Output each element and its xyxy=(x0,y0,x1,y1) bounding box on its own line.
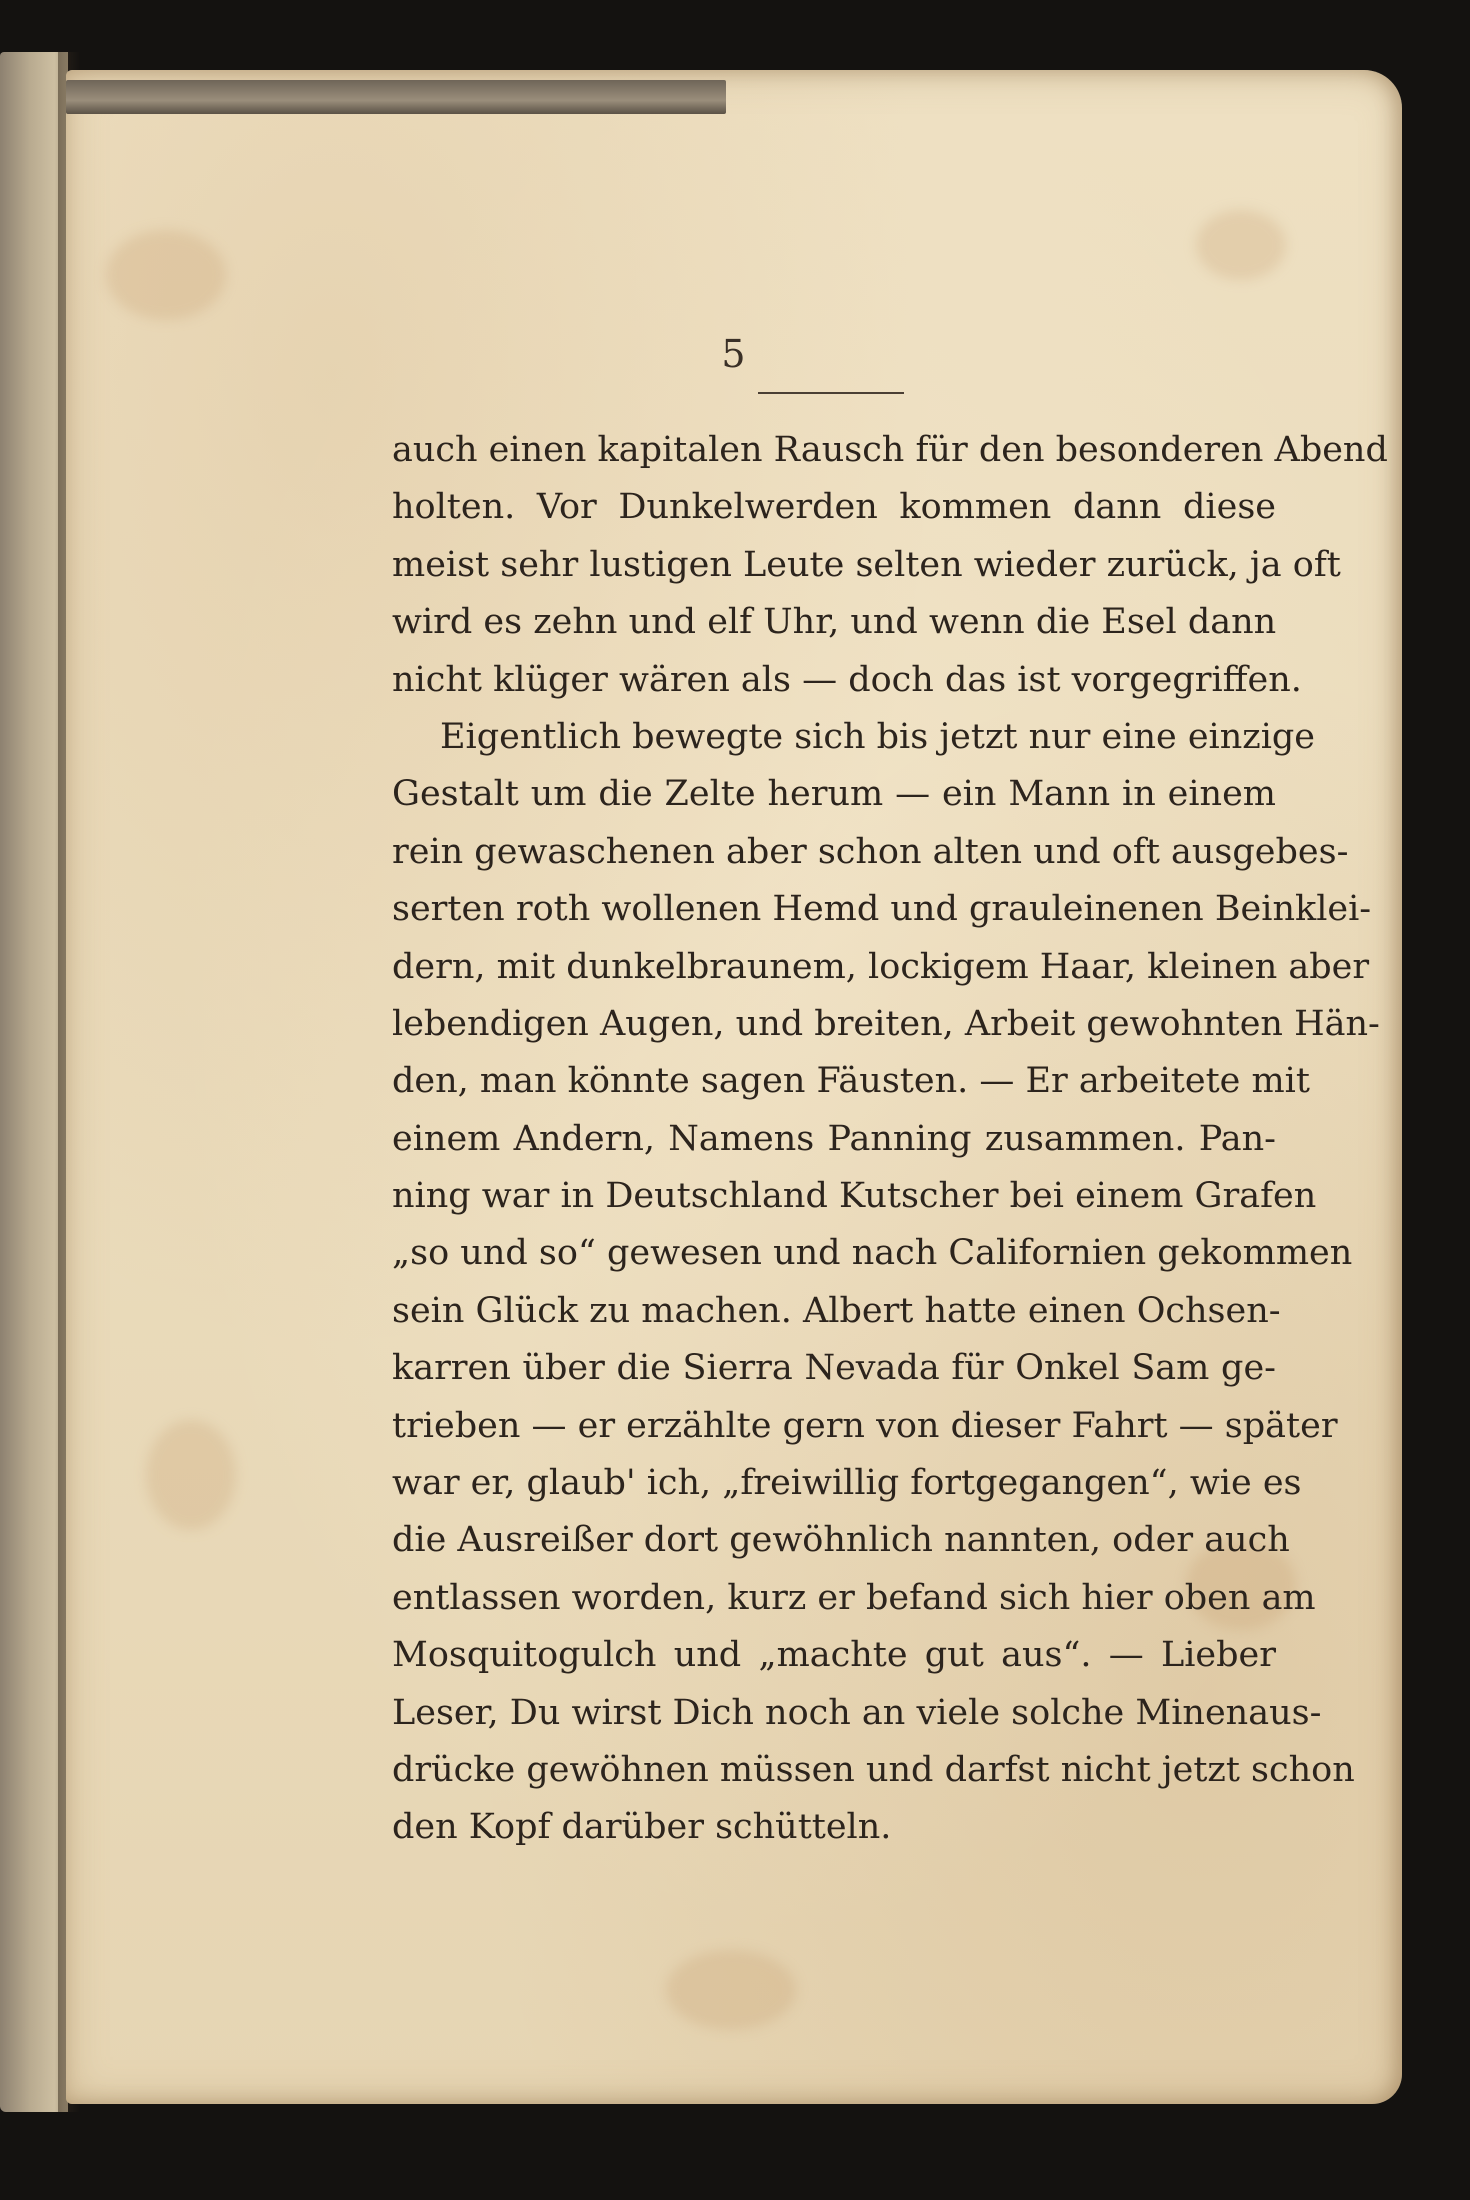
text-line: war er, glaub' ich, „freiwillig fortgegangen“, wie es xyxy=(392,1463,1302,1504)
text-line: Leser, Du wirst Dich noch an viele solche Minenaus- xyxy=(392,1692,1322,1733)
paper-stain xyxy=(1196,210,1286,280)
text-line: Mosquitogulch und „machte gut aus“. — Lieber xyxy=(392,1635,1276,1676)
text-line: ning war in Deutschland Kutscher bei einem Grafen xyxy=(392,1176,1317,1217)
text-line: sein Glück zu machen. Albert hatte einen Ochsen- xyxy=(392,1290,1281,1331)
text-line: auch einen kapitalen Rausch für den besonderen Abend xyxy=(392,430,1388,470)
text-line: serten roth wollenen Hemd und grauleinenen Beinklei- xyxy=(392,889,1372,930)
text-line: Gestalt um die Zelte herum — ein Mann in einem xyxy=(392,774,1276,815)
text-line: drücke gewöhnen müssen und darfst nicht jetzt schon xyxy=(392,1749,1355,1790)
paper-stain xyxy=(146,1420,236,1530)
page-number-rule xyxy=(758,392,904,394)
text-line: karren über die Sierra Nevada für Onkel Sam ge- xyxy=(392,1348,1276,1389)
text-line: entlassen worden, kurz er befand sich hier oben am xyxy=(392,1577,1316,1618)
text-line: rein gewaschenen aber schon alten und oft ausgebes- xyxy=(392,831,1349,872)
text-line: wird es zehn und elf Uhr, und wenn die Esel dann xyxy=(392,602,1277,643)
text-line: Eigentlich bewegte sich bis jetzt nur eine einzige xyxy=(440,716,1316,757)
text-line: trieben — er erzählte gern von dieser Fahrt — später xyxy=(392,1405,1338,1446)
text-line: nicht klüger wären als — doch das ist vorgegriffen. xyxy=(392,659,1302,700)
text-line: den Kopf darüber schütteln. xyxy=(392,1807,892,1848)
text-line: dern, mit dunkelbraunem, lockigem Haar, kleinen aber xyxy=(392,946,1370,987)
text-line: die Ausreißer dort gewöhnlich nannten, oder auch xyxy=(392,1520,1290,1561)
binding-strip xyxy=(66,80,726,114)
page-number: 5 xyxy=(721,332,747,376)
text-line: lebendigen Augen, und breiten, Arbeit gewohnten Hän- xyxy=(392,1003,1380,1044)
text-line: einem Andern, Namens Panning zusammen. Pan- xyxy=(392,1118,1276,1159)
paper-stain xyxy=(666,1950,796,2030)
body-text xyxy=(392,422,1388,1857)
book-page xyxy=(66,70,1402,2104)
text-line: meist sehr lustigen Leute selten wieder zurück, ja oft xyxy=(392,544,1341,585)
paper-stain xyxy=(106,230,226,320)
text-line: den, man könnte sagen Fäusten. — Er arbeitete mit xyxy=(392,1061,1310,1102)
text-line: holten. Vor Dunkelwerden kommen dann diese xyxy=(392,487,1276,528)
text-line: „so und so“ gewesen und nach Californien gekommen xyxy=(392,1233,1353,1274)
